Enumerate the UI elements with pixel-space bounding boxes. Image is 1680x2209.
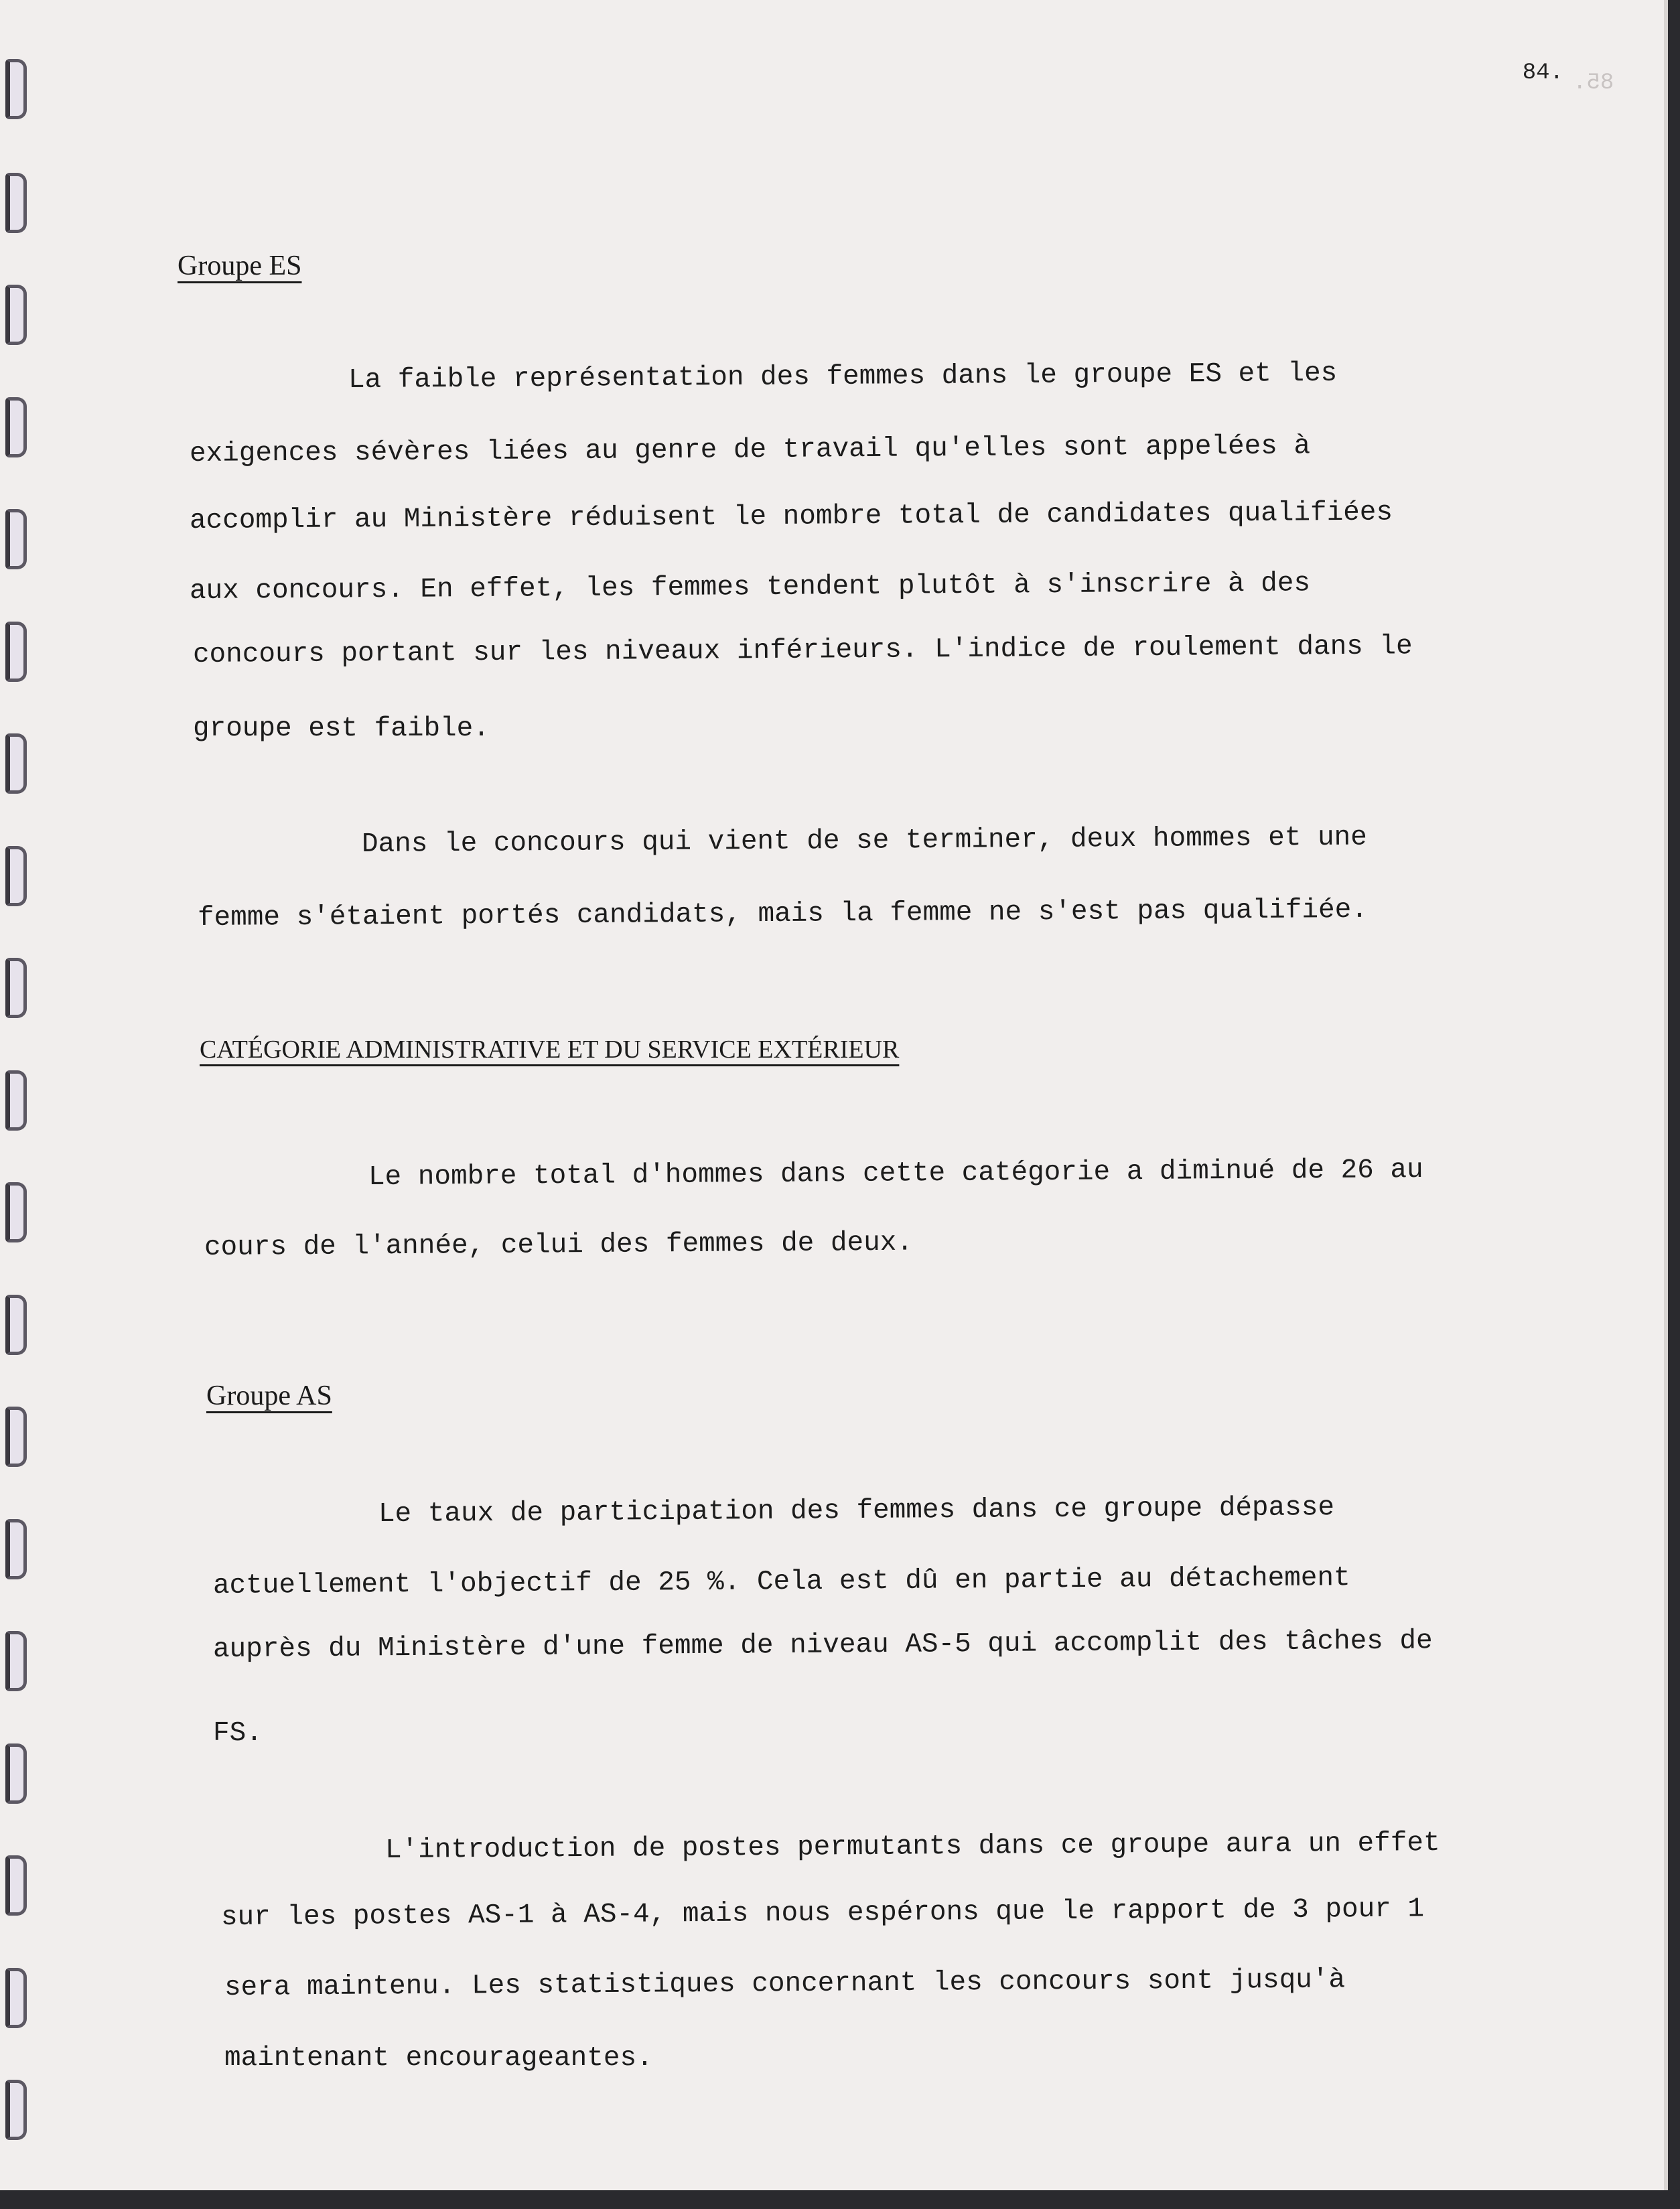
paragraph-line: actuellement l'objectif de 25 %. Cela est dû en partie au détachement	[212, 1563, 1350, 1601]
paragraph-line: femme s'étaient portés candidats, mais la femme ne s'est pas qualifiée.	[197, 894, 1369, 934]
binding-ring	[5, 1631, 27, 1691]
paragraph-line: aux concours. En effet, les femmes tendent plutôt à s'inscrire à des	[189, 568, 1311, 607]
binding-ring	[5, 1855, 27, 1916]
paragraph-line: Dans le concours qui vient de se terminer, deux hommes et une	[361, 822, 1367, 860]
binding-ring	[5, 1070, 27, 1131]
binding-ring	[5, 173, 27, 233]
page-number: 84.	[1522, 60, 1563, 86]
binding-ring	[5, 285, 27, 345]
binding-ring	[5, 1519, 27, 1579]
spiral-binding	[0, 0, 40, 2190]
paragraph-line: accomplir au Ministère réduisent le nombre total de candidates qualifiées	[189, 497, 1393, 537]
paragraph-line: groupe est faible.	[193, 713, 490, 744]
binding-ring	[5, 1407, 27, 1467]
binding-ring	[5, 59, 27, 119]
binding-ring	[5, 733, 27, 794]
heading-categorie-administrative: CATÉGORIE ADMINISTRATIVE ET DU SERVICE EXTÉRIEUR	[200, 1036, 900, 1064]
paragraph-line: L'introduction de postes permutants dans ce groupe aura un effet	[384, 1828, 1440, 1866]
binding-ring	[5, 1968, 27, 2028]
paragraph-line: cours de l'année, celui des femmes de deux.	[204, 1227, 914, 1263]
paragraph-line: sur les postes AS-1 à AS-4, mais nous espérons que le rapport de 3 pour 1	[220, 1894, 1425, 1933]
paragraph-line: Le nombre total d'hommes dans cette catégorie a diminué de 26 au	[368, 1155, 1423, 1193]
binding-ring	[5, 1743, 27, 1804]
binding-ring	[5, 846, 27, 906]
binding-ring	[5, 2080, 27, 2140]
paragraph-line: sera maintenu. Les statistiques concernant les concours sont jusqu'à	[224, 1965, 1346, 2003]
paragraph-line: exigences sévères liées au genre de travail qu'elles sont appelées à	[189, 431, 1311, 470]
binding-ring	[5, 958, 27, 1018]
binding-ring	[5, 1182, 27, 1242]
paragraph-line: FS.	[213, 1718, 263, 1749]
binding-ring	[5, 509, 27, 569]
paragraph-line: concours portant sur les niveaux inférieurs. L'indice de roulement dans le	[192, 631, 1413, 670]
binding-ring	[5, 1295, 27, 1355]
paragraph-line: La faible représentation des femmes dans le groupe ES et les	[348, 358, 1338, 396]
paragraph-line: Le taux de participation des femmes dans ce groupe dépasse	[378, 1492, 1335, 1530]
paragraph-line: maintenant encourageantes.	[224, 2043, 653, 2074]
bleed-through-page-number: 85.	[1572, 70, 1614, 96]
heading-groupe-as: Groupe AS	[206, 1380, 332, 1411]
binding-ring	[5, 622, 27, 682]
binding-ring	[5, 397, 27, 457]
paragraph-line: auprès du Ministère d'une femme de niveau AS-5 qui accomplit des tâches de	[212, 1626, 1433, 1665]
heading-groupe-es: Groupe ES	[178, 251, 302, 281]
